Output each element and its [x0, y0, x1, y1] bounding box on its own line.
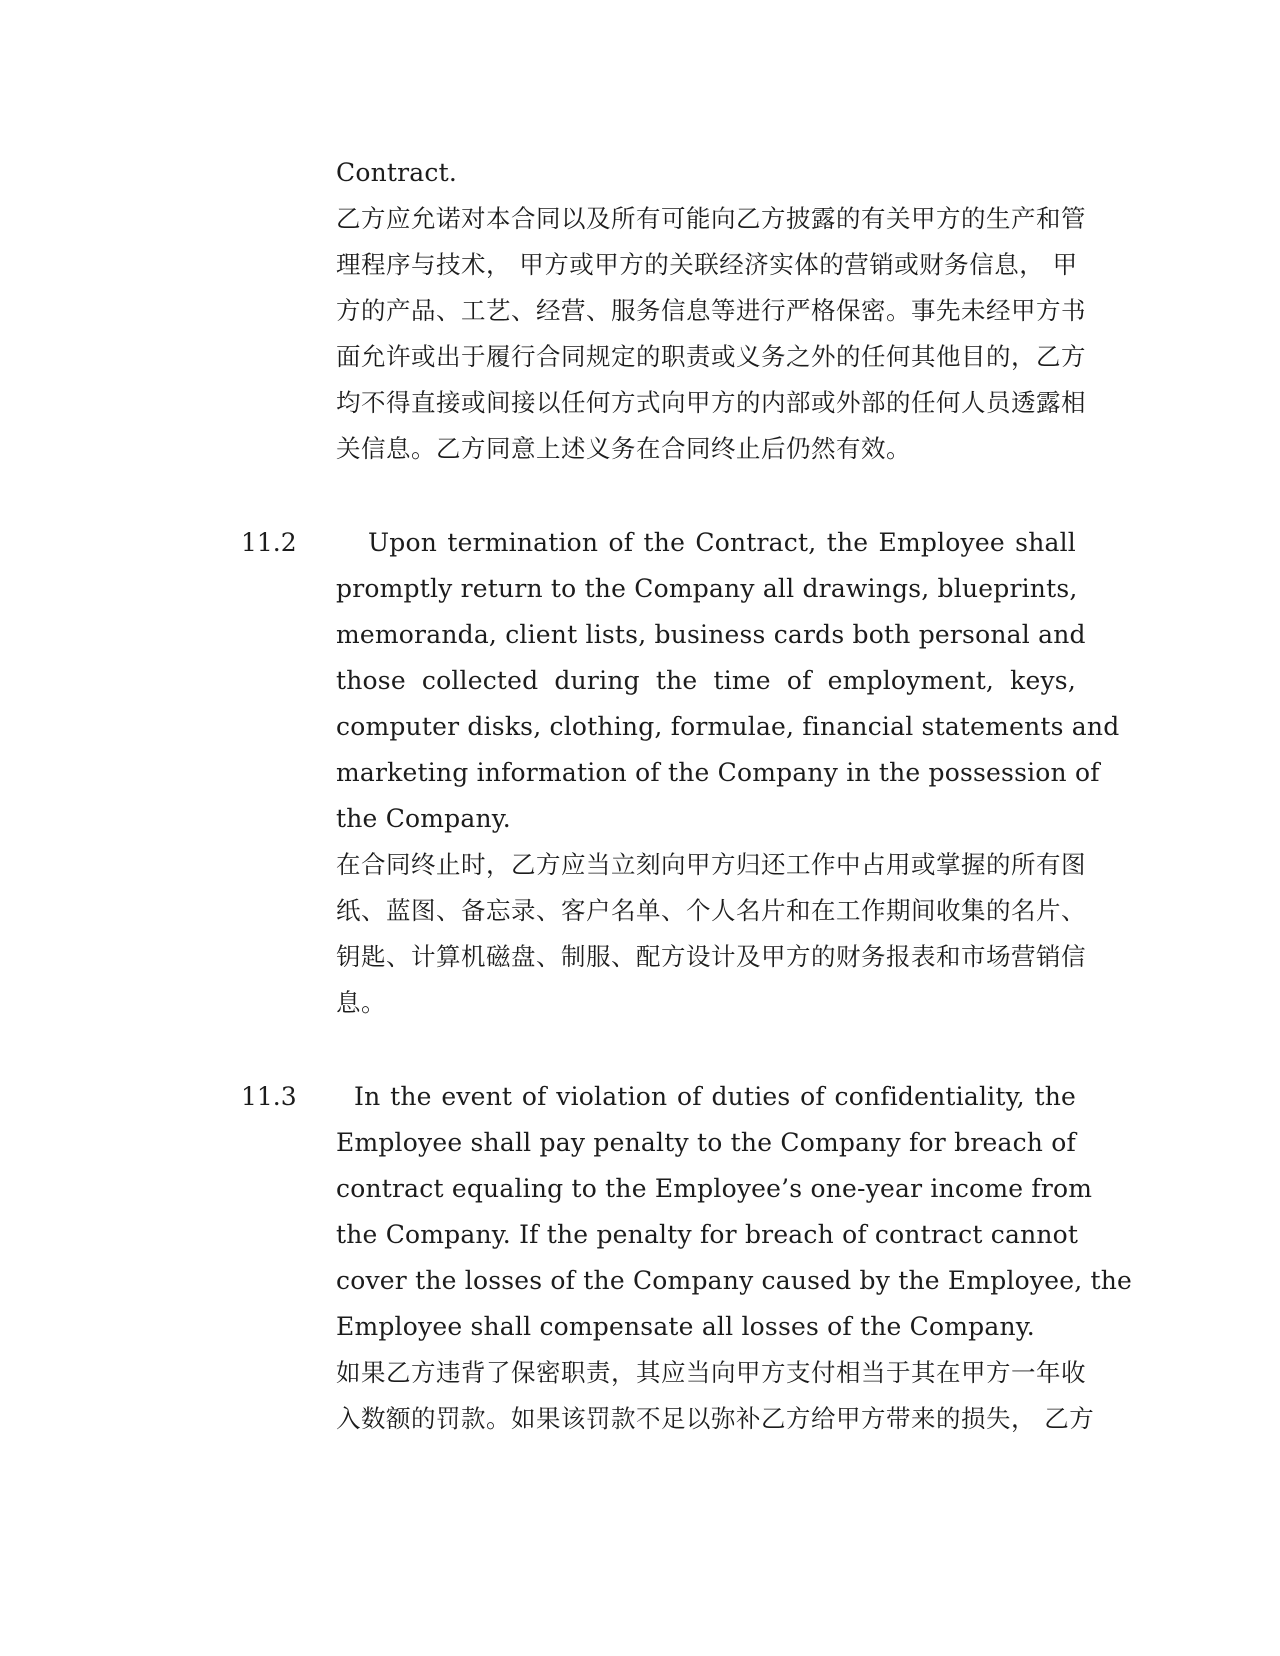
- clause-continued-chinese-line: 关信息。乙方同意上述义务在合同终止后仍然有效。: [336, 434, 911, 463]
- section-11-3-english-line: Employee shall pay penalty to the Company for breach of: [336, 1128, 1076, 1157]
- section-11-3-english-line: In the event of violation of duties of confidentiality, the: [354, 1082, 1076, 1111]
- section-number-11-3: 11.3: [241, 1082, 297, 1111]
- section-11-3-english-line: contract equaling to the Employee’s one-year income from: [336, 1174, 1093, 1203]
- section-11-2-english-line: promptly return to the Company all drawings, blueprints,: [336, 574, 1078, 603]
- section-11-2-english-line: the Company.: [336, 804, 511, 833]
- section-11-3-english-line: Employee shall compensate all losses of the Company.: [336, 1312, 1035, 1341]
- clause-continued-chinese-line: 方的产品、工艺、经营、服务信息等进行严格保密。事先未经甲方书: [336, 296, 1086, 325]
- clause-continued-chinese-line: 乙方应允诺对本合同以及所有可能向乙方披露的有关甲方的生产和管: [336, 204, 1086, 233]
- section-11-2-chinese-line: 钥匙、计算机磁盘、制服、配方设计及甲方的财务报表和市场营销信: [336, 942, 1086, 971]
- section-11-2-english-line: those collected during the time of employment, keys,: [336, 666, 1076, 695]
- section-11-2-english-line: memoranda, client lists, business cards both personal and: [336, 620, 1086, 649]
- clause-continued-english-tail: Contract.: [336, 158, 457, 187]
- section-11-2-chinese-line: 纸、蓝图、备忘录、客户名单、个人名片和在工作期间收集的名片、: [336, 896, 1086, 925]
- section-11-3-english-line: the Company. If the penalty for breach of contract cannot: [336, 1220, 1079, 1249]
- clause-continued-chinese-line: 均不得直接或间接以任何方式向甲方的内部或外部的任何人员透露相: [336, 388, 1086, 417]
- clause-continued-chinese-line: 理程序与技术， 甲方或甲方的关联经济实体的营销或财务信息， 甲: [336, 250, 1078, 279]
- clause-continued-chinese-line: 面允许或出于履行合同规定的职责或义务之外的任何其他目的，乙方: [336, 342, 1086, 371]
- section-11-2-chinese-line: 在合同终止时，乙方应当立刻向甲方归还工作中占用或掌握的所有图: [336, 850, 1086, 879]
- section-11-3-chinese-line: 入数额的罚款。如果该罚款不足以弥补乙方给甲方带来的损失， 乙方: [336, 1404, 1095, 1433]
- section-11-2-english-line: marketing information of the Company in the possession of: [336, 758, 1100, 787]
- section-11-2-chinese-line: 息。: [336, 988, 386, 1017]
- section-11-3-chinese-line: 如果乙方违背了保密职责，其应当向甲方支付相当于其在甲方一年收: [336, 1358, 1086, 1387]
- section-11-3-english-line: cover the losses of the Company caused by the Employee, the: [336, 1266, 1133, 1295]
- section-11-2-english-line: computer disks, clothing, formulae, financial statements and: [336, 712, 1120, 741]
- section-number-11-2: 11.2: [241, 528, 297, 557]
- section-11-2-english-line: Upon termination of the Contract, the Employee shall: [368, 528, 1076, 557]
